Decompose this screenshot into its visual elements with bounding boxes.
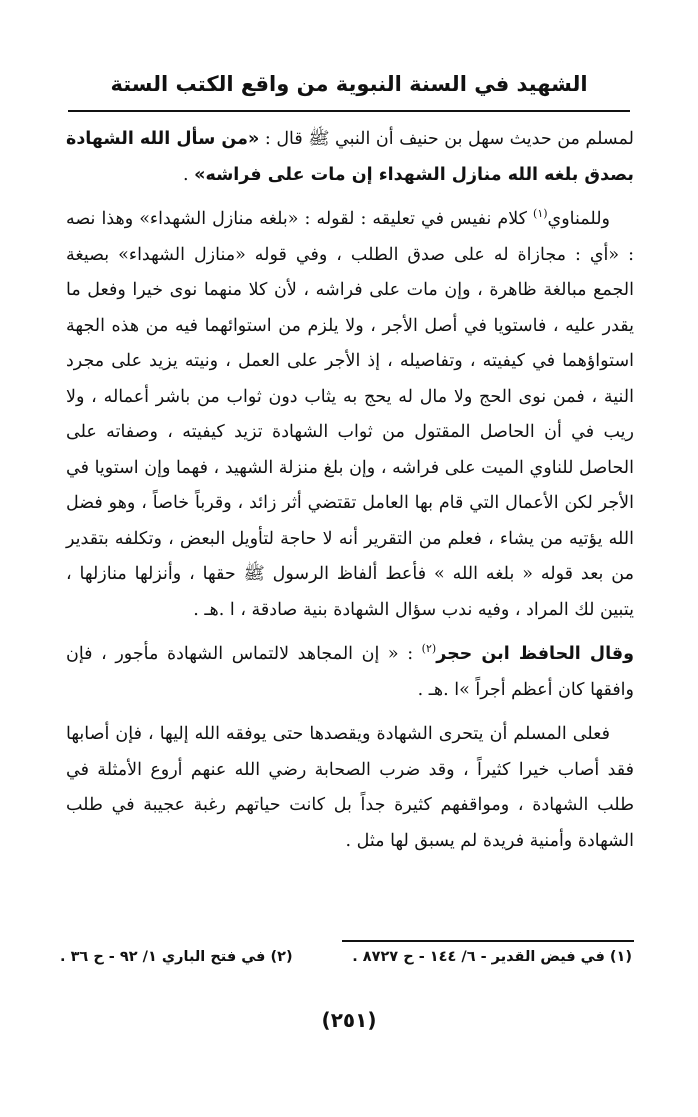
footnote-ref-2: (٢) <box>421 642 437 656</box>
hadith-quote: «من سأل الله الشهادة بصدق بلغه الله منازل الشهداء إن مات على فراشه» <box>66 129 634 185</box>
paragraph-4: فعلى المسلم أن يتحرى الشهادة ويقصدها حتى يوفقه الله إليها ، فإن أصابها فقد أصاب خيرا كثيراً ، وقد ضرب الصحابة رضي الله عنهم أروع الأمثلة في طلب الشهادة ، ومواقفهم كثيرة جداً بل كانت حياتهم رغبة عجيبة في طلب الشهادة وأمنية فريدة لم يسبق لها مثل . <box>66 724 634 851</box>
footnotes <box>60 949 632 965</box>
paragraph-3: وقال الحافظ ابن حجر$^{(٢)}$ : « إن المجاهد لالتماس الشهادة مأجور ، فإن وافقها كان أعظم أجراً »ا .هـ . <box>66 642 634 700</box>
ibn-hajar-label: وقال الحافظ ابن حجر <box>436 644 634 664</box>
running-head: الشهيد في السنة النبوية من واقع الكتب الستة <box>110 72 588 96</box>
footnote-2: (٢) في فتح الباري ١/ ٩٢ - ح ٣٦ . <box>60 949 293 965</box>
footnote-ref-1: (١) <box>533 207 548 221</box>
footnote-1: (١) في فيض القدير - ٦/ ١٤٤ - ح ٨٧٢٧ . <box>352 949 632 965</box>
body-text <box>66 122 634 859</box>
header-rule <box>68 110 630 112</box>
footnote-rule <box>342 940 634 942</box>
paragraph-2: وللمناوي$^{(١)}$ كلام نفيس في تعليقه : لقوله : «بلغه منازل الشهداء» وهذا نصه : «أي : مجازاة له على صدق الطلب ، وفي قوله «منازل الشهداء» بصيغة الجمع مبالغة ظاهرة ، وإن مات على فراشه ، لأن كلا منهما نوى خيرا وفعل ما يقدر عليه ، فاستويا في أصل الأجر ، ولا يلزم من استوائهما فيه من هذه الجهة استواؤهما في كيفيته ، وتفاصيله ، إذ الأجر على العمل ، ونيته يزيد على مجرد النية ، فمن نوى الحج ولا مال له يحج به يثاب دون ثواب من باشر أعماله ، ولا ريب في أن الحاصل المقتول من ثواب الشهادة تزيد كيفيته ، وصفاته على الحاصل للناوي الميت على فراشه ، وإن بلغ منزلة الشهيد ، فهما وإن استويا في الأجر لكن الأعمال التي قام بها العامل تقتضي أثر زائد ، وقرباً خاصاً ، وهو فضل الله يؤتيه من يشاء ، فعلم من التقرير أنه لا حاجة لتأويل البعض ، وتكلفه بتقدير من بعد قوله « بلغه الله » فأعط ألفاظ الرسول ﷺ حقها ، وأنزلها منازلها ، يتبين لك المراد ، وفيه ندب سؤال الشهادة بنية صادقة ، ا .هـ . <box>66 207 634 620</box>
page-number: (٢٥١) <box>321 1008 377 1032</box>
paragraph-1: لمسلم من حديث سهل بن حنيف أن النبي ﷺ قال : «من سأل الله الشهادة بصدق بلغه الله منازل الشهداء إن مات على فراشه» . <box>66 129 634 185</box>
